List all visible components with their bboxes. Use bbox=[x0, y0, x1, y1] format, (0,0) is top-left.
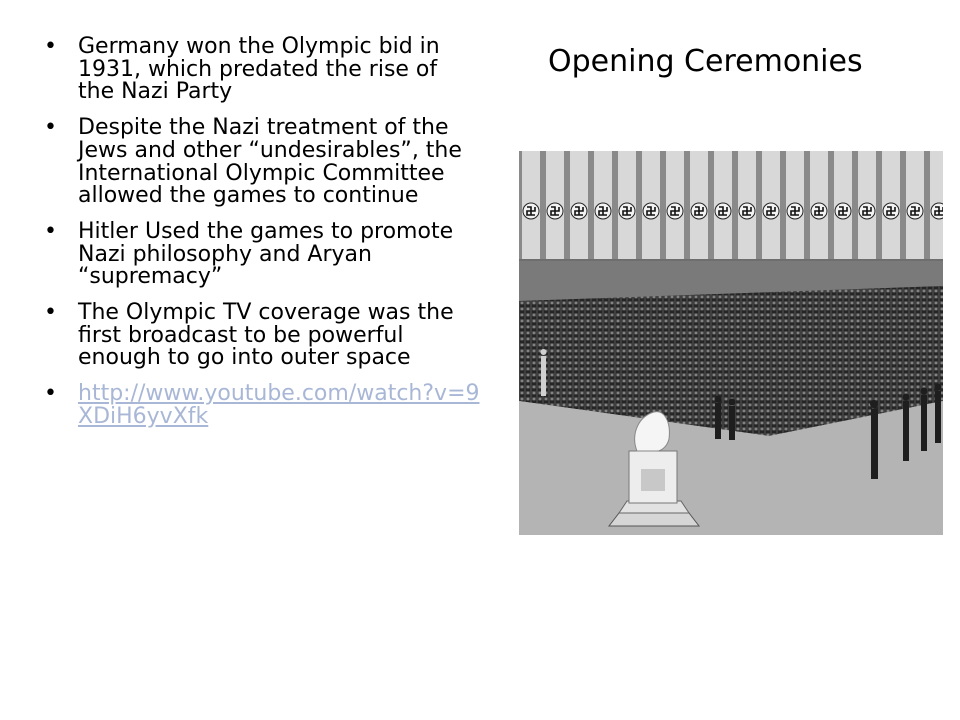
ceremony-photo-illustration bbox=[519, 151, 943, 535]
bullet-dot-icon: • bbox=[44, 218, 57, 244]
bullet-dot-icon: • bbox=[44, 300, 57, 326]
bullet-text: Germany won the Olympic bid in 1931, which predated the rise of the Nazi Party bbox=[78, 34, 440, 105]
bullet-item bbox=[44, 383, 480, 428]
ceremony-photo bbox=[519, 151, 943, 535]
bullet-item bbox=[44, 218, 480, 290]
slide-title: Opening Ceremonies bbox=[548, 44, 863, 79]
bullet-item bbox=[44, 117, 480, 208]
bullet-dot-icon: • bbox=[44, 381, 57, 407]
bullet-text: The Olympic TV coverage was the first broadcast to be powerful enough to go into outer space bbox=[78, 300, 454, 371]
bullet-text: Hitler Used the games to promote Nazi philosophy and Aryan “supremacy” bbox=[78, 218, 454, 290]
bullet-item bbox=[44, 302, 480, 370]
bullet-text: Despite the Nazi treatment of the Jews and other “undesirables”, the International Olympic Committee allowed the games to continue bbox=[78, 115, 462, 209]
bullet-dot-icon: • bbox=[44, 115, 57, 141]
youtube-link[interactable]: http://www.youtube.com/watch?v=9XDiH6yvXfk bbox=[78, 381, 480, 429]
bullet-dot-icon: • bbox=[44, 34, 57, 59]
bullet-item bbox=[44, 36, 480, 104]
bullet-list bbox=[44, 36, 480, 442]
